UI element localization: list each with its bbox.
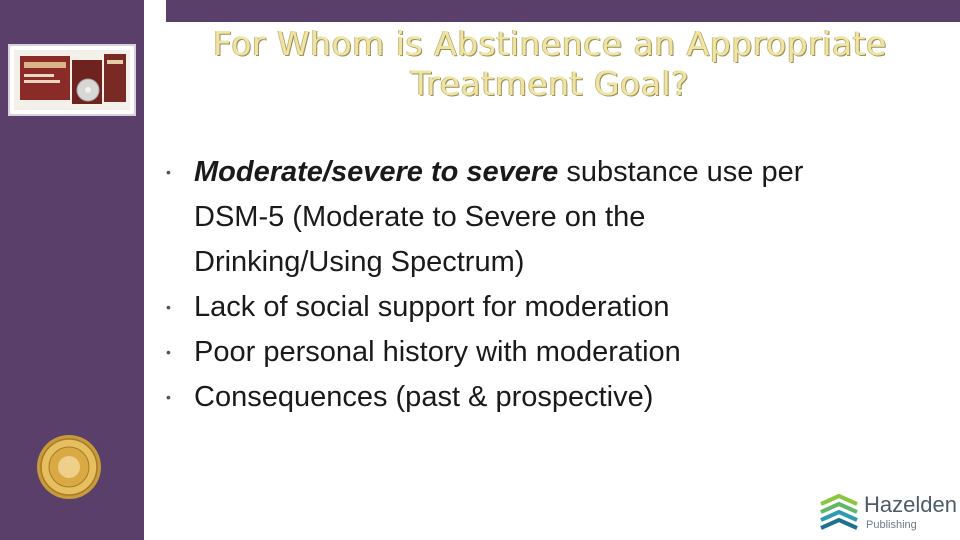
hazelden-logo [818, 490, 958, 538]
top-notch [144, 0, 166, 22]
bullet-icon: • [166, 299, 171, 315]
title-line-1: For Whom is Abstinence an Appropriate [213, 24, 887, 63]
bullet-list [160, 150, 960, 420]
gold-award-seal-icon [36, 434, 102, 500]
bullet-text: substance use per [558, 156, 804, 188]
bullet-icon: • [166, 389, 171, 405]
bullet-item [160, 150, 960, 285]
bullet-text: Poor personal history with moderation [194, 336, 681, 368]
bullet-text: Lack of social support for moderation [194, 291, 670, 323]
top-band [144, 0, 960, 22]
logo-subtitle: Publishing [866, 519, 917, 531]
bullet-emphasis: Moderate/severe to severe [194, 156, 559, 188]
bullet-icon: • [166, 164, 171, 180]
bullet-icon: • [166, 344, 171, 360]
slide-title [160, 24, 940, 104]
bullet-text: Consequences (past & prospective) [194, 381, 654, 413]
bullet-text: Drinking/Using Spectrum) [194, 246, 525, 278]
bullet-item [160, 375, 960, 420]
bullet-text: DSM-5 (Moderate to Severe on the [194, 201, 646, 233]
logo-name: Hazelden [864, 492, 957, 517]
bullet-item [160, 285, 960, 330]
bullet-item [160, 330, 960, 375]
product-image [8, 44, 136, 116]
layered-chevron-icon [818, 492, 860, 534]
title-line-2: Treatment Goal? [410, 64, 690, 103]
